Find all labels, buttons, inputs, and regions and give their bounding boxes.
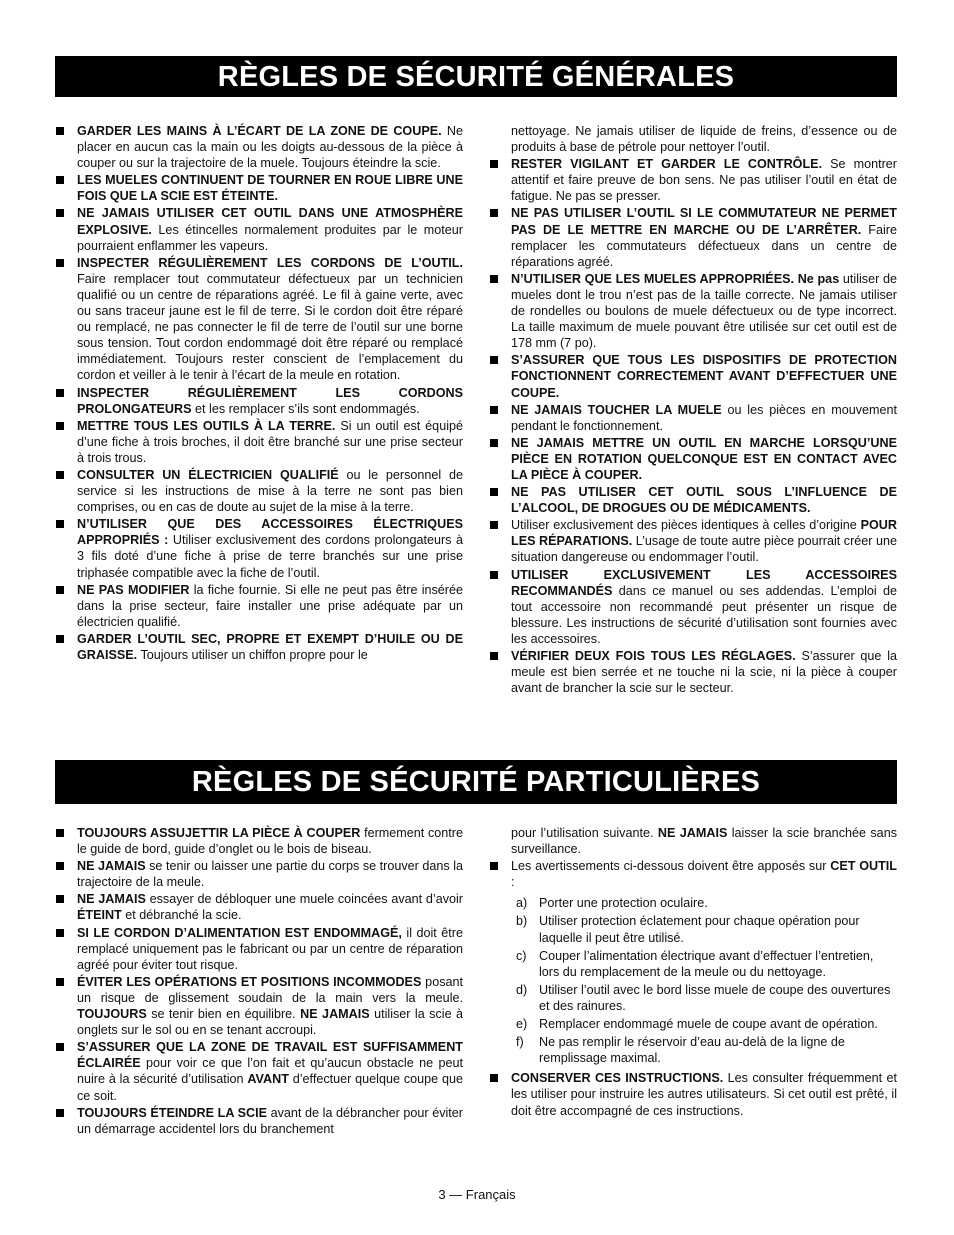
bullet-square-icon (56, 1043, 64, 1051)
list-item: S’ASSURER QUE LA ZONE DE TRAVAIL EST SUFFISAMMENT ÉCLAIRÉE pour voir ce que l’on fait et qu’aucun obstacle ne peut nuire à la sécurité d’utilisation AVANT d’effectuer quelque coupe que ce soit. (55, 1039, 463, 1103)
list-item: Les avertissements ci-dessous doivent être apposés sur CET OUTIL : (489, 858, 897, 890)
list-item: S’ASSURER QUE TOUS LES DISPOSITIFS DE PROTECTION FONCTIONNENT CORRECTEMENT AVANT D’EFFECTUER UNE COUPE. (489, 352, 897, 400)
list-item: SI LE CORDON D’ALIMENTATION EST ENDOMMAGÉ, il doit être remplacé uniquement pas le fabricant ou par un centre de réparation agréé pour éviter tout risque. (55, 925, 463, 973)
general-rules-left-column (55, 123, 463, 664)
bullet-square-icon (56, 895, 64, 903)
list-item: RESTER VIGILANT ET GARDER LE CONTRÔLE. Se montrer attentif et faire preuve de bon sens. Ne pas utiliser l’outil en état de fatigue. Ne pas se presser. (489, 156, 897, 204)
list-item: TOUJOURS ÉTEINDRE LA SCIE avant de la débrancher pour éviter un démarrage accidentel lors du branchement (55, 1105, 463, 1137)
list-item: NE JAMAIS se tenir ou laisser une partie du corps se trouver dans la trajectoire de la meule. (55, 858, 463, 890)
list-item: METTRE TOUS LES OUTILS À LA TERRE. Si un outil est équipé d’une fiche à trois broches, il doit être branché sur une prise secteur à trois trous. (55, 418, 463, 466)
list-item: GARDER L’OUTIL SEC, PROPRE ET EXEMPT D’HUILE OU DE GRAISSE. Toujours utiliser un chiffon propre pour le (55, 631, 463, 663)
section-title-general: RÈGLES DE SÉCURITÉ GÉNÉRALES (55, 56, 897, 97)
sublist-item: c) Couper l’alimentation électrique avant d’effectuer l’entretien, lors du remplacement de la meule ou du nettoyage. (516, 948, 874, 979)
list-item: CONSULTER UN ÉLECTRICIEN QUALIFIÉ ou le personnel de service si les instructions de mise à la terre ne sont pas bien comprises, ou en cas de doute au sujet de la mise à la terre. (55, 467, 463, 515)
sublist-item: b) Utiliser protection éclatement pour chaque opération pour laquelle il peut être utilisé. (516, 914, 860, 945)
list-item: NE JAMAIS TOUCHER LA MUELE ou les pièces en mouvement pendant le fonctionnement. (489, 402, 897, 434)
list-item: N’UTILISER QUE DES ACCESSOIRES ÉLECTRIQUES APPROPRIÉS : Utiliser exclusivement des cordons prolongateurs à 3 fils doté d’une fiche à prise de terre branchés sur une prise triphasée compatible avec la fiche de l’outil. (55, 516, 463, 580)
sublist-item: d) Utiliser l’outil avec le bord lisse muele de coupe des ouvertures et des rainures. (516, 982, 891, 1013)
list-item: NE JAMAIS METTRE UN OUTIL EN MARCHE LORSQU’UNE PIÈCE EN ROTATION QUELCONQUE EST EN CONTACT AVEC LA PIÈCE À COUPER. (489, 435, 897, 483)
bullet-square-icon (56, 520, 64, 528)
list-item: NE PAS MODIFIER la fiche fournie. Si elle ne peut pas être insérée dans la prise secteur, faire installer une prise adéquate par un électricien qualifié. (55, 582, 463, 630)
list-item: INSPECTER RÉGULIÈREMENT LES CORDONS PROLONGATEURS et les remplacer s’ils sont endommagés. (55, 385, 463, 417)
continued-text: pour l’utilisation suivante. NE JAMAIS laisser la scie branchée sans surveillance. (511, 826, 897, 857)
bullet-square-icon (490, 488, 498, 496)
list-item: NE PAS UTILISER CET OUTIL SOUS L’INFLUENCE DE L’ALCOOL, DE DROGUES OU DE MÉDICAMENTS. (489, 484, 897, 516)
bullet-square-icon (490, 521, 498, 529)
bullet-square-icon (56, 389, 64, 397)
list-item: ÉVITER LES OPÉRATIONS ET POSITIONS INCOMMODES posant un risque de glissement soudain de la main vers la meule. TOUJOURS se tenir bien en équilibre. NE JAMAIS utiliser la scie à onglets sur le sol ou en se tenant accroupi. (55, 974, 463, 1038)
specific-rules-right-column (489, 825, 897, 1120)
list-item: NE JAMAIS UTILISER CET OUTIL DANS UNE ATMOSPHÈRE EXPLOSIVE. Les étincelles normalement produites par le moteur pourraient enflammer les vapeurs. (55, 205, 463, 253)
bullet-square-icon (490, 275, 498, 283)
bullet-square-icon (56, 1109, 64, 1117)
bullet-square-icon (490, 160, 498, 168)
general-rules-right-column (489, 123, 897, 697)
list-item: TOUJOURS ASSUJETTIR LA PIÈCE À COUPER fermement contre le guide de bord, guide d’onglet ou le bois de biseau. (55, 825, 463, 857)
bullet-square-icon (56, 176, 64, 184)
bullet-square-icon (490, 862, 498, 870)
list-item: Utiliser exclusivement des pièces identiques à celles d’origine POUR LES RÉPARATIONS. L’usage de toute autre pièce pourrait créer une situation dangereuse ou endommager l’outil. (489, 517, 897, 565)
bullet-square-icon (56, 422, 64, 430)
specific-rules-left-column (55, 825, 463, 1138)
list-item: LES MUELES CONTINUENT DE TOURNER EN ROUE LIBRE UNE FOIS QUE LA SCIE EST ÉTEINTE. (55, 172, 463, 204)
list-item: NE JAMAIS essayer de débloquer une muele coincées avant d’avoir ÉTEINT et débranché la scie. (55, 891, 463, 923)
bullet-square-icon (490, 209, 498, 217)
bullet-square-icon (490, 356, 498, 364)
bullet-square-icon (56, 929, 64, 937)
bullet-square-icon (56, 586, 64, 594)
bullet-square-icon (56, 259, 64, 267)
bullet-square-icon (56, 829, 64, 837)
continued-text: nettoyage. Ne jamais utiliser de liquide de freins, d’essence ou de produits à base de pétrole pour nettoyer l’outil. (511, 124, 897, 155)
list-item: N’UTILISER QUE LES MUELES APPROPRIÉES. Ne pas utiliser de mueles dont le trou n’est pas de la taille correcte. Ne jamais utiliser de rondelles ou boulons de muele défectueux ou de type incorrect. La taille maximum de muele pouvant être utilisée sur cet outil est de 178 mm (7 po). (489, 271, 897, 351)
list-item: CONSERVER CES INSTRUCTIONS. Les consulter fréquemment et les utiliser pour instruire les autres utilisateurs. Si cet outil est prêté, il doit être accompagné de ces instructions. (489, 1070, 897, 1118)
page-footer: 3 — Français (438, 1187, 516, 1202)
list-item: GARDER LES MAINS À L’ÉCART DE LA ZONE DE COUPE. Ne placer en aucun cas la main ou les doigts au-dessous de la pièce à couper ou sur la trajectoire de la muele. Toujours éteindre la scie. (55, 123, 463, 171)
bullet-square-icon (56, 209, 64, 217)
sublist-item: e) Remplacer endommagé muele de coupe avant de opération. (516, 1017, 878, 1032)
bullet-square-icon (490, 406, 498, 414)
bullet-square-icon (56, 862, 64, 870)
list-item: UTILISER EXCLUSIVEMENT LES ACCESSOIRES RECOMMANDÉS dans ce manuel ou ses addendas. L’emploi de tout accessoire non recommandé peut présenter un risque de blessure. Les instructions de sécurité d’utilisation sont fournies avec les accessoires. (489, 567, 897, 647)
bullet-square-icon (56, 471, 64, 479)
section-title-specific: RÈGLES DE SÉCURITÉ PARTICULIÈRES (55, 760, 897, 804)
bullet-square-icon (490, 571, 498, 579)
sublist-item: a) Porter une protection oculaire. (516, 896, 708, 911)
list-item: VÉRIFIER DEUX FOIS TOUS LES RÉGLAGES. S’assurer que la meule est bien serrée et ne touche ni la scie, ni la pièce à couper avant de brancher la scie sur le secteur. (489, 648, 897, 696)
list-item: INSPECTER RÉGULIÈREMENT LES CORDONS DE L’OUTIL. Faire remplacer tout commutateur défectueux par un technicien qualifié ou un centre de réparations agréé. Le fil à gaine verte, avec ou sans traceur jaune est le fil de terre. Si le cordon doit être réparé ou remplacé, ne pas connecter le fil de terre de l’outil sur une borne sous tension. Tout cordon endommagé doit être réparé ou remplacé immédiatement. Toujours rester conscient de l’emplacement du cordon et veiller à le tenir à l’écart de la meule en rotation. (55, 255, 463, 384)
bullet-square-icon (56, 127, 64, 135)
sublist-item: f) Ne pas remplir le réservoir d’eau au-delà de la ligne de remplissage maximal. (516, 1035, 845, 1066)
bullet-square-icon (490, 1074, 498, 1082)
bullet-square-icon (490, 439, 498, 447)
list-item: NE PAS UTILISER L’OUTIL SI LE COMMUTATEUR NE PERMET PAS DE LE METTRE EN MARCHE OU DE L’ARRÊTER. Faire remplacer les commutateurs défectueux dans un centre de réparations agréé. (489, 205, 897, 269)
bullet-square-icon (56, 635, 64, 643)
bullet-square-icon (56, 978, 64, 986)
bullet-square-icon (490, 652, 498, 660)
